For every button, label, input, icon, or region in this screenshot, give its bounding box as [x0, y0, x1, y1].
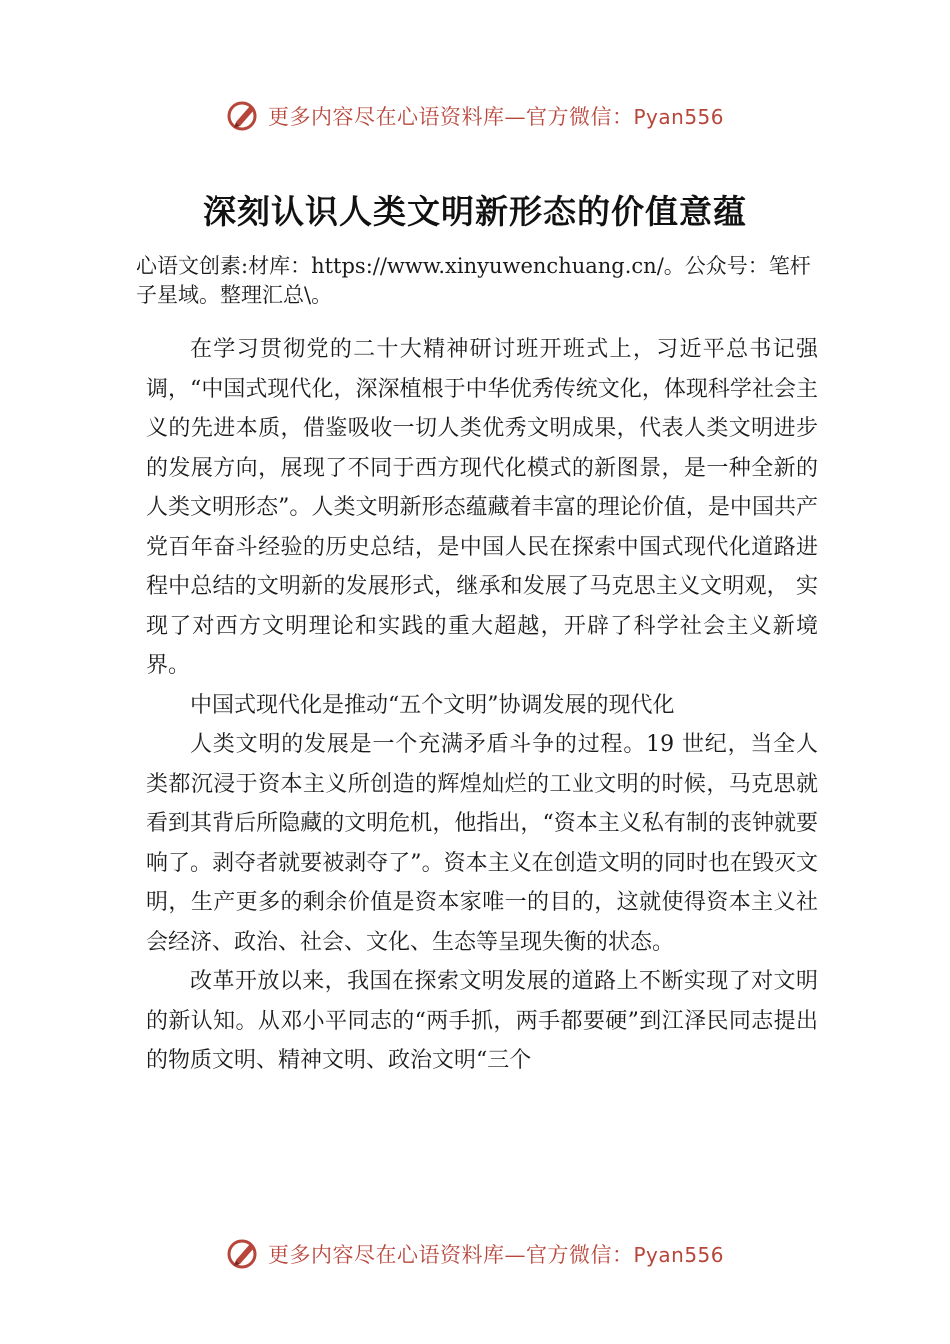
paragraph-history: 人类文明的发展是一个充满矛盾斗争的过程。19 世纪，当全人类都沉浸于资本主义所创造的辉煌灿烂的工业文明的时候，马克思就看到其背后所隐藏的文明危机，他指出，“资本主义私有制的丧钟就要响了。剥夺者就要被剥夺了”。资本主义在创造文明的同时也在毁灭文明，生产更多的剩余价值是资本家唯一的目的，这就使得资本主义社会经济、政治、社会、文化、生态等呈现失衡的状态。 [146, 732, 818, 955]
document-title: 深刻认识人类文明新形态的价值意蕴 [203, 192, 747, 231]
header-banner [0, 96, 950, 136]
pen-logo-icon [226, 1236, 262, 1272]
banner-label: 更多内容尽在心语资料库—官方微信： [267, 105, 634, 129]
banner-label: 更多内容尽在心语资料库—官方微信： [267, 1243, 634, 1267]
paragraph-intro: 在学习贯彻党的二十大精神研讨班开班式上，习近平总书记强调，“中国式现代化，深深植根于中华优秀传统文化，体现科学社会主义的先进本质，借鉴吸收一切人类优秀文明成果，代表人类文明进步的发展方向，展现了不同于西方现代化模式的新图景，是一种全新的人类文明形态”。人类文明新形态蕴藏着丰富的理论价值，是中国共产党百年奋斗经验的历史总结，是中国人民在探索中国式现代化道路进程中总结的文明新的发展形式，继承和发展了马克思主义文明观， 实现了对西方文明理论和实践的重大超越，开辟了科学社会主义新境界。 [146, 337, 818, 678]
article-body [146, 330, 818, 1081]
pen-logo-icon [226, 98, 262, 134]
banner-text [268, 1239, 724, 1269]
wechat-id: Pyan556 [633, 105, 724, 129]
banner-text [268, 101, 724, 131]
source-line: 心语文创素:材库：https://www.xinyuwenchuang.cn/。公众号：笔杆子星域。整理汇总\。 [136, 254, 811, 307]
wechat-id: Pyan556 [633, 1243, 724, 1267]
paragraph-reform: 改革开放以来，我国在探索文明发展的道路上不断实现了对文明的新认知。从邓小平同志的“两手抓，两手都要硬”到江泽民同志提出的物质文明、精神文明、政治文明“三个 [146, 969, 818, 1073]
footer-banner [0, 1234, 950, 1274]
section-heading: 中国式现代化是推动“五个文明”协调发展的现代化 [190, 692, 675, 718]
